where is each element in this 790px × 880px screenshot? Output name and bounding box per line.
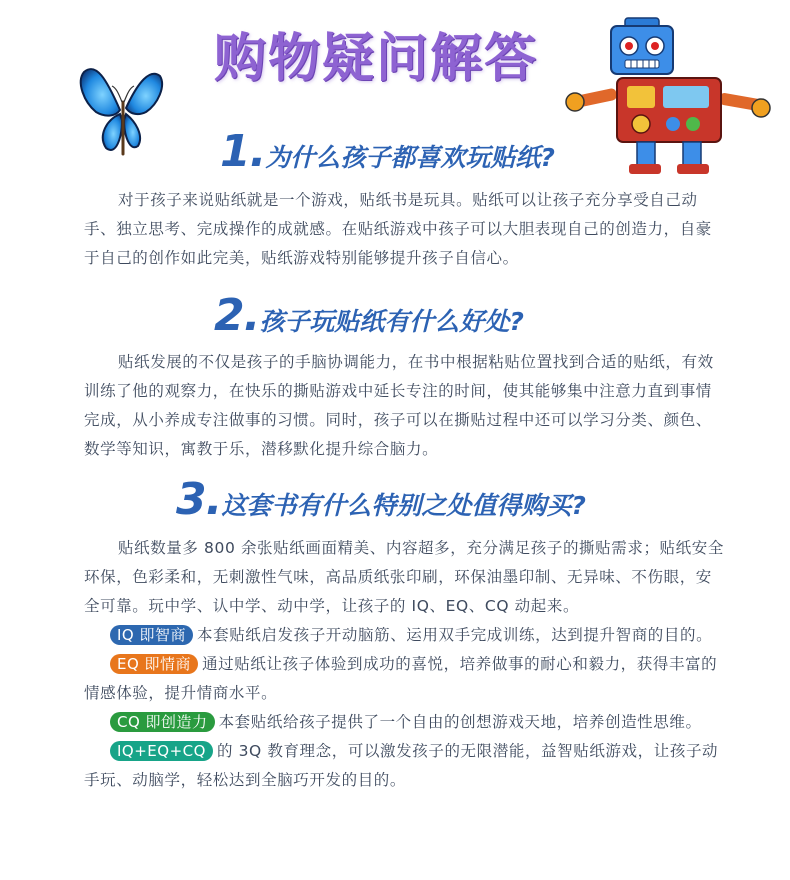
answer-1 [84, 186, 724, 273]
question-2-number: 2. [214, 290, 260, 341]
cq-item [84, 708, 724, 737]
robot-icon [565, 12, 771, 178]
question-1-heading [220, 126, 555, 177]
three-q-item [84, 737, 724, 795]
answer-1-text: 对于孩子来说贴纸就是一个游戏，贴纸书是玩具。贴纸可以让孩子充分享受自己动手、独立思考、完成操作的成就感。在贴纸游戏中孩子可以大胆表现自己的创造力，自豪于自己的创作如此完美，贴纸游戏特别能够提升孩子自信心。 [84, 191, 712, 267]
eq-badge: EQ 即情商 [110, 654, 198, 674]
cq-item-text: 本套贴纸给孩子提供了一个自由的创想游戏天地，培养创造性思维。 [218, 713, 702, 731]
three-q-badge: IQ+EQ+CQ [110, 741, 213, 761]
answer-2 [84, 348, 724, 464]
question-1-text: 为什么孩子都喜欢玩贴纸? [265, 143, 555, 172]
answer-3-text: 贴纸数量多 800 余张贴纸画面精美、内容超多，充分满足孩子的撕贴需求；贴纸安全环保，色彩柔和，无刺激性气味，高品质纸张印刷，环保油墨印制、无异味、不伤眼，安全可靠。玩中学、认中学、动中学，让孩子的 IQ、EQ、CQ 动起来。 [84, 539, 724, 615]
question-3-heading [176, 474, 586, 525]
answer-2-text: 贴纸发展的不仅是孩子的手脑协调能力，在书中根据粘贴位置找到合适的贴纸，有效训练了他的观察力，在快乐的撕贴游戏中延长专注的时间，使其能够集中注意力直到事情完成，从小养成专注做事的习惯。同时，孩子可以在撕贴过程中还可以学习分类、颜色、数学等知识，寓教于乐，潜移默化提升综合脑力。 [84, 353, 714, 458]
eq-item-text: 通过贴纸让孩子体验到成功的喜悦，培养做事的耐心和毅力，获得丰富的情感体验，提升情商水平。 [84, 655, 718, 702]
question-3-number: 3. [176, 474, 222, 525]
answer-3 [84, 534, 724, 795]
iq-item [84, 621, 724, 650]
question-2-text: 孩子玩贴纸有什么好处? [259, 307, 524, 336]
question-2-heading [214, 290, 524, 341]
iq-item-text: 本套贴纸启发孩子开动脑筋、运用双手完成训练，达到提升智商的目的。 [197, 626, 713, 644]
cq-badge: CQ 即创造力 [110, 712, 215, 732]
question-3-text: 这套书有什么特别之处值得购买? [221, 491, 586, 520]
page-title: 购物疑问解答 [214, 29, 539, 89]
iq-badge: IQ 即智商 [110, 625, 193, 645]
eq-item [84, 650, 724, 708]
three-q-item-text: 的 3Q 教育理念，可以激发孩子的无限潜能，益智贴纸游戏，让孩子动手玩、动脑学，轻松达到全脑巧开发的目的。 [84, 742, 719, 789]
butterfly-icon [76, 58, 168, 162]
question-1-number: 1. [220, 126, 266, 177]
